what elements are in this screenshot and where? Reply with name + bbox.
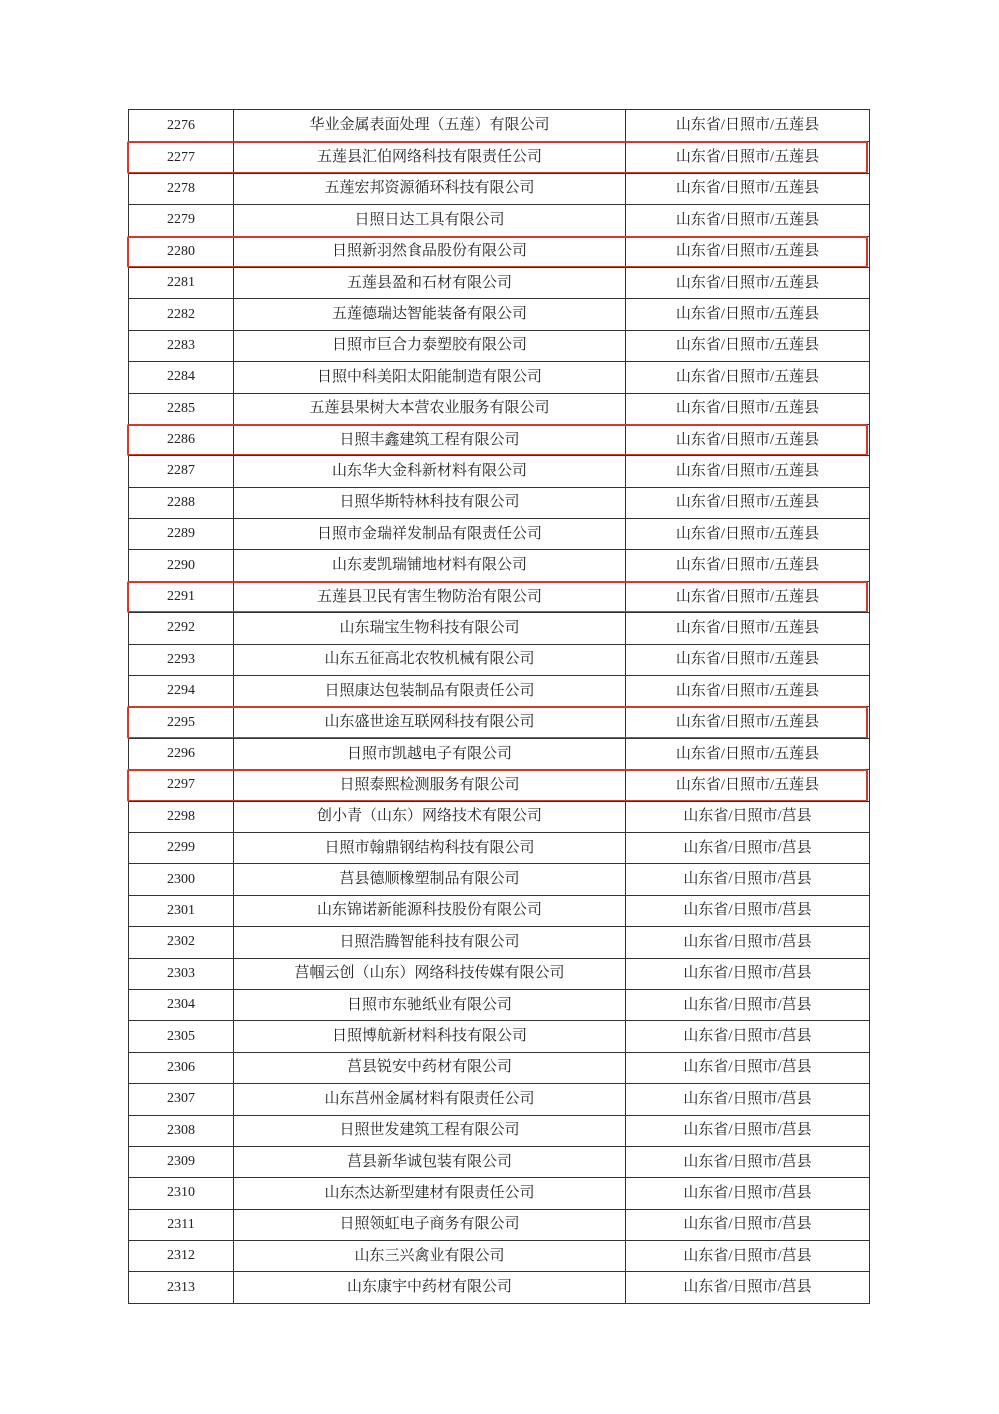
table-row	[129, 393, 869, 424]
company-name-cell: 山东麦凯瑞铺地材料有限公司	[234, 550, 626, 580]
company-name-cell: 莒帼云创（山东）网络科技传媒有限公司	[234, 959, 626, 989]
company-name-cell: 日照领虹电子商务有限公司	[234, 1210, 626, 1240]
table-row	[129, 173, 869, 204]
company-name-cell: 五莲县盈和石材有限公司	[234, 268, 626, 298]
company-name-cell: 山东杰达新型建材有限责任公司	[234, 1178, 626, 1208]
company-name-cell: 日照市金瑞祥发制品有限责任公司	[234, 519, 626, 549]
company-name-cell: 莒县新华诚包装有限公司	[234, 1147, 626, 1177]
table-row	[129, 1209, 869, 1240]
row-number-cell: 2303	[129, 959, 234, 989]
table-row	[129, 801, 869, 832]
company-table	[128, 109, 870, 1304]
table-row	[129, 958, 869, 989]
region-cell: 山东省/日照市/五莲县	[675, 557, 820, 574]
company-name-cell: 莒县锐安中药材有限公司	[234, 1053, 626, 1083]
table-row	[129, 110, 869, 141]
row-number-cell: 2311	[129, 1210, 234, 1240]
table-row	[129, 267, 869, 298]
company-name-cell: 五莲德瑞达智能装备有限公司	[234, 299, 626, 329]
table-row	[129, 769, 869, 800]
row-number-cell: 2287	[129, 456, 234, 486]
region-cell: 山东省/日照市/莒县	[683, 1247, 812, 1264]
company-name-cell: 山东盛世途互联网科技有限公司	[234, 707, 626, 737]
table-row	[129, 204, 869, 235]
row-number-cell: 2293	[129, 645, 234, 675]
company-name-cell: 山东瑞宝生物科技有限公司	[234, 613, 626, 643]
region-cell: 山东省/日照市/莒县	[683, 871, 812, 888]
region-cell: 山东省/日照市/五莲县	[675, 211, 820, 228]
region-cell: 山东省/日照市/五莲县	[675, 368, 820, 385]
region-cell: 山东省/日照市/五莲县	[675, 651, 820, 668]
row-number-cell: 2294	[129, 676, 234, 706]
company-name-cell: 山东五征高北农牧机械有限公司	[234, 645, 626, 675]
region-cell: 山东省/日照市/莒县	[683, 1279, 812, 1296]
company-name-cell: 日照康达包装制品有限责任公司	[234, 676, 626, 706]
region-cell: 山东省/日照市/莒县	[683, 1216, 812, 1233]
row-number-cell: 2295	[129, 707, 234, 737]
table-row	[129, 863, 869, 894]
region-cell: 山东省/日照市/莒县	[683, 996, 812, 1013]
table-row	[129, 330, 869, 361]
row-number-cell: 2282	[129, 299, 234, 329]
row-number-cell: 2290	[129, 550, 234, 580]
region-cell: 山东省/日照市/莒县	[683, 1153, 812, 1170]
company-name-cell: 日照新羽然食品股份有限公司	[234, 237, 626, 267]
row-number-cell: 2313	[129, 1272, 234, 1302]
row-number-cell: 2306	[129, 1053, 234, 1083]
region-cell: 山东省/日照市/莒县	[683, 1059, 812, 1076]
row-number-cell: 2284	[129, 362, 234, 392]
row-number-cell: 2301	[129, 896, 234, 926]
region-cell: 山东省/日照市/五莲县	[675, 243, 820, 260]
table-row	[129, 518, 869, 549]
table-row	[129, 1271, 869, 1302]
row-number-cell: 2297	[129, 770, 234, 800]
row-number-cell: 2285	[129, 394, 234, 424]
row-number-cell: 2299	[129, 833, 234, 863]
region-cell: 山东省/日照市/莒县	[683, 1122, 812, 1139]
region-cell: 山东省/日照市/五莲县	[675, 431, 820, 448]
company-name-cell: 日照世发建筑工程有限公司	[234, 1116, 626, 1146]
region-cell: 山东省/日照市/莒县	[683, 933, 812, 950]
row-number-cell: 2298	[129, 802, 234, 832]
region-cell: 山东省/日照市/五莲县	[675, 588, 820, 605]
row-number-cell: 2312	[129, 1241, 234, 1271]
table-row	[129, 298, 869, 329]
table-row	[129, 1052, 869, 1083]
region-cell: 山东省/日照市/五莲县	[675, 714, 820, 731]
row-number-cell: 2302	[129, 927, 234, 957]
row-number-cell: 2291	[129, 582, 234, 612]
region-cell: 山东省/日照市/莒县	[683, 839, 812, 856]
row-number-cell: 2296	[129, 739, 234, 769]
region-cell: 山东省/日照市/五莲县	[675, 619, 820, 636]
company-name-cell: 五莲县汇伯网络科技有限责任公司	[234, 142, 626, 172]
region-cell: 山东省/日照市/五莲县	[675, 337, 820, 354]
row-number-cell: 2280	[129, 237, 234, 267]
region-cell: 山东省/日照市/五莲县	[675, 745, 820, 762]
company-name-cell: 五莲宏邦资源循环科技有限公司	[234, 174, 626, 204]
table-row	[129, 612, 869, 643]
table-row	[129, 895, 869, 926]
table-row	[129, 1020, 869, 1051]
region-cell: 山东省/日照市/五莲县	[675, 306, 820, 323]
table-row	[129, 141, 869, 172]
row-number-cell: 2281	[129, 268, 234, 298]
region-cell: 山东省/日照市/五莲县	[675, 462, 820, 479]
region-cell: 山东省/日照市/五莲县	[675, 682, 820, 699]
table-row	[129, 424, 869, 455]
region-cell: 山东省/日照市/五莲县	[675, 494, 820, 511]
company-name-cell: 山东康宇中药材有限公司	[234, 1272, 626, 1302]
company-name-cell: 华业金属表面处理（五莲）有限公司	[234, 110, 626, 141]
row-number-cell: 2308	[129, 1116, 234, 1146]
company-name-cell: 创小青（山东）网络技术有限公司	[234, 802, 626, 832]
table-row	[129, 549, 869, 580]
table-row	[129, 989, 869, 1020]
region-cell: 山东省/日照市/莒县	[683, 1028, 812, 1045]
company-name-cell: 日照市翰鼎钢结构科技有限公司	[234, 833, 626, 863]
table-row	[129, 1240, 869, 1271]
region-cell: 山东省/日照市/莒县	[683, 902, 812, 919]
company-name-cell: 日照日达工具有限公司	[234, 205, 626, 235]
table-row	[129, 487, 869, 518]
region-cell: 山东省/日照市/莒县	[683, 1184, 812, 1201]
row-number-cell: 2286	[129, 425, 234, 455]
region-cell: 山东省/日照市/五莲县	[675, 525, 820, 542]
region-cell: 山东省/日照市/五莲县	[675, 149, 820, 166]
company-name-cell: 山东三兴禽业有限公司	[234, 1241, 626, 1271]
region-cell: 山东省/日照市/莒县	[683, 965, 812, 982]
company-name-cell: 日照泰熙检测服务有限公司	[234, 770, 626, 800]
region-cell: 山东省/日照市/五莲县	[675, 776, 820, 793]
company-name-cell: 山东华大金科新材料有限公司	[234, 456, 626, 486]
row-number-cell: 2289	[129, 519, 234, 549]
row-number-cell: 2276	[129, 110, 234, 141]
row-number-cell: 2300	[129, 864, 234, 894]
table-row	[129, 926, 869, 957]
company-name-cell: 日照浩腾智能科技有限公司	[234, 927, 626, 957]
table-row	[129, 455, 869, 486]
table-row	[129, 1115, 869, 1146]
region-cell: 山东省/日照市/五莲县	[675, 180, 820, 197]
company-name-cell: 日照博航新材料科技有限公司	[234, 1021, 626, 1051]
company-name-cell: 五莲县卫民有害生物防治有限公司	[234, 582, 626, 612]
table-row	[129, 1146, 869, 1177]
table-row	[129, 1177, 869, 1208]
company-name-cell: 日照中科美阳太阳能制造有限公司	[234, 362, 626, 392]
table-row	[129, 1083, 869, 1114]
company-name-cell: 日照市凯越电子有限公司	[234, 739, 626, 769]
table-row	[129, 675, 869, 706]
table-row	[129, 644, 869, 675]
table-row	[129, 581, 869, 612]
row-number-cell: 2307	[129, 1084, 234, 1114]
row-number-cell: 2283	[129, 331, 234, 361]
row-number-cell: 2310	[129, 1178, 234, 1208]
region-cell: 山东省/日照市/五莲县	[675, 274, 820, 291]
region-cell: 山东省/日照市/莒县	[683, 1090, 812, 1107]
table-row	[129, 706, 869, 737]
row-number-cell: 2292	[129, 613, 234, 643]
row-number-cell: 2279	[129, 205, 234, 235]
table-row	[129, 361, 869, 392]
company-name-cell: 日照市东驰纸业有限公司	[234, 990, 626, 1020]
company-name-cell: 山东锦诺新能源科技股份有限公司	[234, 896, 626, 926]
company-name-cell: 山东莒州金属材料有限责任公司	[234, 1084, 626, 1114]
row-number-cell: 2309	[129, 1147, 234, 1177]
row-number-cell: 2304	[129, 990, 234, 1020]
company-name-cell: 日照丰鑫建筑工程有限公司	[234, 425, 626, 455]
row-number-cell: 2288	[129, 488, 234, 518]
table-row	[129, 236, 869, 267]
region-cell: 山东省/日照市/五莲县	[675, 400, 820, 417]
company-name-cell: 莒县德顺橡塑制品有限公司	[234, 864, 626, 894]
row-number-cell: 2305	[129, 1021, 234, 1051]
row-number-cell: 2278	[129, 174, 234, 204]
table-row	[129, 738, 869, 769]
company-name-cell: 日照华斯特林科技有限公司	[234, 488, 626, 518]
row-number-cell: 2277	[129, 142, 234, 172]
table-row	[129, 832, 869, 863]
company-name-cell: 日照市巨合力泰塑胶有限公司	[234, 331, 626, 361]
company-name-cell: 五莲县果树大本营农业服务有限公司	[234, 394, 626, 424]
region-cell: 山东省/日照市/五莲县	[675, 117, 820, 134]
region-cell: 山东省/日照市/莒县	[683, 808, 812, 825]
